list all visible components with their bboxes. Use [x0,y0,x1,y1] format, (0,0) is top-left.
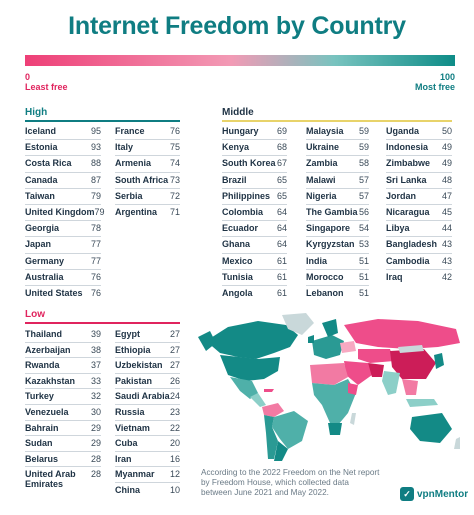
country-row [386,156,452,172]
country-row [115,405,180,421]
country-row [115,173,180,189]
map-indonesia [406,399,438,407]
map-madagascar [350,413,356,425]
country-row [25,173,101,189]
country-name: Ethiopia [115,344,151,355]
country-score: 61 [276,271,287,282]
vpnmentor-brand[interactable] [400,487,468,501]
country-row [115,124,180,140]
country-score: 79 [90,190,101,201]
country-row [25,405,101,421]
country-row [222,286,287,302]
country-score: 87 [90,174,101,185]
country-score: 75 [169,142,180,153]
low-column-2 [115,327,180,499]
country-row [306,140,369,156]
country-name: Bangladesh [386,239,438,250]
country-name: Saudi Arabia [115,391,170,402]
country-name: Estonia [25,142,58,153]
country-score: 20 [169,438,180,449]
country-score: 22 [169,422,180,433]
country-score: 71 [169,206,180,217]
country-row [25,327,101,343]
map-south-africa [328,423,342,435]
country-score: 69 [276,126,287,136]
country-name: Germany [25,255,65,266]
country-row [25,270,101,286]
country-name: Brazil [222,174,247,185]
country-row [306,254,369,270]
country-score: 10 [169,484,180,495]
country-name: United States [25,287,83,298]
country-row [25,467,101,490]
country-name: United Kingdom [25,206,95,217]
country-name: South Korea [222,158,276,169]
country-name: Egypt [115,329,141,339]
country-row [222,156,287,172]
country-name: Jordan [386,190,417,201]
map-uk [308,335,314,343]
country-name: Malawi [306,174,336,185]
country-score: 64 [276,206,287,217]
country-row [25,452,101,468]
country-score: 73 [169,174,180,185]
country-name: Japan [25,239,52,250]
country-name: Kenya [222,142,250,153]
country-name: Sri Lanka [386,174,427,185]
country-row [115,140,180,156]
country-row [25,374,101,390]
country-row [306,124,369,140]
country-row [25,421,101,437]
country-name: Pakistan [115,375,153,386]
map-ukraine-belarus [340,341,356,353]
high-column-1 [25,124,105,302]
country-row [386,221,452,237]
country-score: 37 [90,360,101,371]
country-score: 76 [90,271,101,282]
country-score: 65 [276,190,287,201]
group-rule-middle [222,120,452,122]
country-score: 51 [358,271,369,282]
country-name: Hungary [222,126,259,136]
country-name: Azerbaijan [25,344,71,355]
map-ethiopia [348,383,358,395]
country-score: 24 [169,391,180,402]
country-name: Ukraine [306,142,340,153]
country-row [25,254,101,270]
country-row [25,436,101,452]
country-row [25,389,101,405]
country-row [222,173,287,189]
map-russia [344,319,460,349]
country-row [306,205,369,221]
country-row [115,358,180,374]
country-name: Armenia [115,158,152,169]
country-row [386,270,452,286]
country-row [115,189,180,205]
country-name: China [115,484,141,495]
country-name: Colombia [222,206,264,217]
freedom-scale-bar [25,55,455,66]
country-name: Iran [115,453,132,464]
country-row [306,221,369,237]
country-name: Lebanon [306,287,344,298]
vpnmentor-logo-icon: ✓ [400,487,414,501]
country-row [386,189,452,205]
country-score: 93 [90,142,101,153]
country-row [25,140,101,156]
country-name: Thailand [25,329,63,339]
country-row [115,467,180,483]
country-score: 76 [169,126,180,136]
country-name: Costa Rica [25,158,72,169]
country-score: 26 [169,375,180,386]
country-name: Uganda [386,126,420,136]
country-score: 28 [90,469,101,480]
country-name: Philippines [222,190,271,201]
country-name: United Arab Emirates [25,469,76,490]
map-alaska [198,331,216,351]
country-score: 33 [90,375,101,386]
country-row [115,343,180,359]
country-row [115,327,180,343]
country-score: 29 [90,438,101,449]
map-southeast-asia [402,379,418,395]
country-row [222,205,287,221]
country-score: 95 [90,126,101,136]
country-score: 88 [90,158,101,169]
country-score: 43 [441,239,452,250]
map-japan-korea [434,353,444,369]
country-score: 42 [441,271,452,282]
country-row [115,483,180,499]
country-score: 59 [358,142,369,153]
country-name: Malaysia [306,126,344,136]
scale-min-label: Least free [25,82,68,92]
low-column-1 [25,327,101,490]
country-row [222,124,287,140]
country-score: 68 [276,142,287,153]
country-row [306,286,369,302]
country-name: Italy [115,142,134,153]
country-name: Rwanda [25,360,60,371]
country-name: Singapore [306,223,351,234]
country-score: 29 [90,422,101,433]
country-name: Uzbekistan [115,360,163,371]
country-row [222,254,287,270]
map-europe [312,335,344,359]
country-score: 51 [358,287,369,298]
country-row [222,237,287,253]
country-name: Kazakhstan [25,375,76,386]
country-score: 28 [90,453,101,464]
country-name: Turkey [25,391,54,402]
brand-name: vpnMentor [417,488,469,500]
country-row [306,237,369,253]
country-name: Belarus [25,453,59,464]
country-score: 38 [90,344,101,355]
country-row [386,254,452,270]
country-name: Cambodia [386,255,430,266]
country-score: 67 [276,158,287,169]
country-score: 77 [90,255,101,266]
group-heading-low: Low [25,309,45,320]
country-name: Canada [25,174,58,185]
country-score: 78 [90,223,101,234]
map-kazakhstan [358,349,394,363]
country-score: 79 [94,206,105,217]
country-row [306,173,369,189]
country-score: 47 [441,190,452,201]
scale-min-value: 0 [25,72,31,82]
country-score: 61 [276,287,287,298]
country-row [25,237,101,253]
country-row [25,124,101,140]
source-note: According to the 2022 Freedom on the Net report by Freedom House, which collected data between June 2021 and May 2022. [201,468,380,497]
middle-column-3 [386,124,452,286]
country-score: 59 [358,126,369,136]
country-score: 53 [358,239,369,250]
map-india [382,371,400,395]
country-score: 64 [276,223,287,234]
country-row [386,237,452,253]
country-row [222,221,287,237]
country-row [115,389,180,405]
country-score: 58 [358,158,369,169]
country-name: Ecuador [222,223,259,234]
country-score: 50 [441,126,452,136]
country-score: 30 [90,406,101,417]
country-score: 27 [169,344,180,355]
country-row [115,374,180,390]
country-row [25,189,101,205]
scale-max-label: Most free [414,82,455,92]
country-row [306,189,369,205]
country-row [25,205,105,221]
country-name: Cuba [115,438,138,449]
country-score: 61 [276,255,287,266]
country-name: Mexico [222,255,253,266]
country-row [25,221,101,237]
country-row [386,140,452,156]
country-name: Sudan [25,438,53,449]
country-name: Australia [25,271,64,282]
group-heading-high: High [25,107,48,118]
middle-column-2 [306,124,369,302]
country-row [115,436,180,452]
country-score: 48 [441,174,452,185]
country-row [25,358,101,374]
country-row [386,173,452,189]
country-row [306,156,369,172]
country-name: Iraq [386,271,403,282]
country-row [386,205,452,221]
country-score: 27 [169,329,180,339]
country-name: Tunisia [222,271,253,282]
country-name: Serbia [115,190,143,201]
country-row [222,270,287,286]
country-score: 76 [90,287,101,298]
country-row [25,343,101,359]
country-score: 12 [169,469,180,480]
country-name: Libya [386,223,410,234]
map-scandinavia [322,319,338,337]
country-name: Bahrain [25,422,59,433]
country-name: Russia [115,406,145,417]
country-name: The Gambia [306,206,358,217]
country-score: 39 [90,329,101,339]
country-row [222,140,287,156]
group-heading-middle: Middle [222,107,254,118]
country-name: Iceland [25,126,57,136]
country-name: Argentina [115,206,158,217]
country-name: Nigeria [306,190,337,201]
country-name: France [115,126,145,136]
middle-column-1 [222,124,287,302]
map-cuba [264,389,274,392]
country-score: 32 [90,391,101,402]
map-australia [410,413,452,443]
country-row [222,189,287,205]
country-row [115,205,180,221]
country-name: Nicaragua [386,206,430,217]
country-score: 64 [276,239,287,250]
group-rule-low [25,322,180,324]
country-name: Zambia [306,158,338,169]
country-name: Ghana [222,239,251,250]
country-score: 54 [358,223,369,234]
country-name: Angola [222,287,253,298]
country-row [115,156,180,172]
country-row [306,270,369,286]
country-score: 65 [276,174,287,185]
country-score: 51 [358,255,369,266]
page-title: Internet Freedom by Country [68,12,406,40]
country-score: 72 [169,190,180,201]
country-row [386,124,452,140]
country-score: 49 [441,158,452,169]
country-name: Vietnam [115,422,150,433]
country-name: Taiwan [25,190,55,201]
country-score: 77 [90,239,101,250]
country-row [25,286,101,302]
group-rule-high [25,120,180,122]
country-score: 49 [441,142,452,153]
country-name: Indonesia [386,142,429,153]
map-canada [206,321,298,359]
country-name: Zimbabwe [386,158,431,169]
country-score: 16 [169,453,180,464]
country-name: Myanmar [115,469,155,480]
country-row [115,452,180,468]
country-score: 27 [169,360,180,371]
country-score: 43 [441,255,452,266]
country-score: 23 [169,406,180,417]
country-score: 57 [358,190,369,201]
scale-max-value: 100 [439,72,455,82]
country-score: 56 [358,206,369,217]
map-usa [220,355,280,381]
country-name: India [306,255,328,266]
world-freedom-map [198,313,463,463]
high-column-2 [115,124,180,221]
country-score: 45 [441,206,452,217]
country-row [115,421,180,437]
country-name: Venezuela [25,406,69,417]
country-name: South Africa [115,174,169,185]
map-new-zealand [454,437,460,449]
country-score: 74 [169,158,180,169]
country-name: Kyrgyzstan [306,239,355,250]
country-score: 44 [441,223,452,234]
country-score: 57 [358,174,369,185]
country-row [25,156,101,172]
country-name: Morocco [306,271,344,282]
country-name: Georgia [25,223,60,234]
